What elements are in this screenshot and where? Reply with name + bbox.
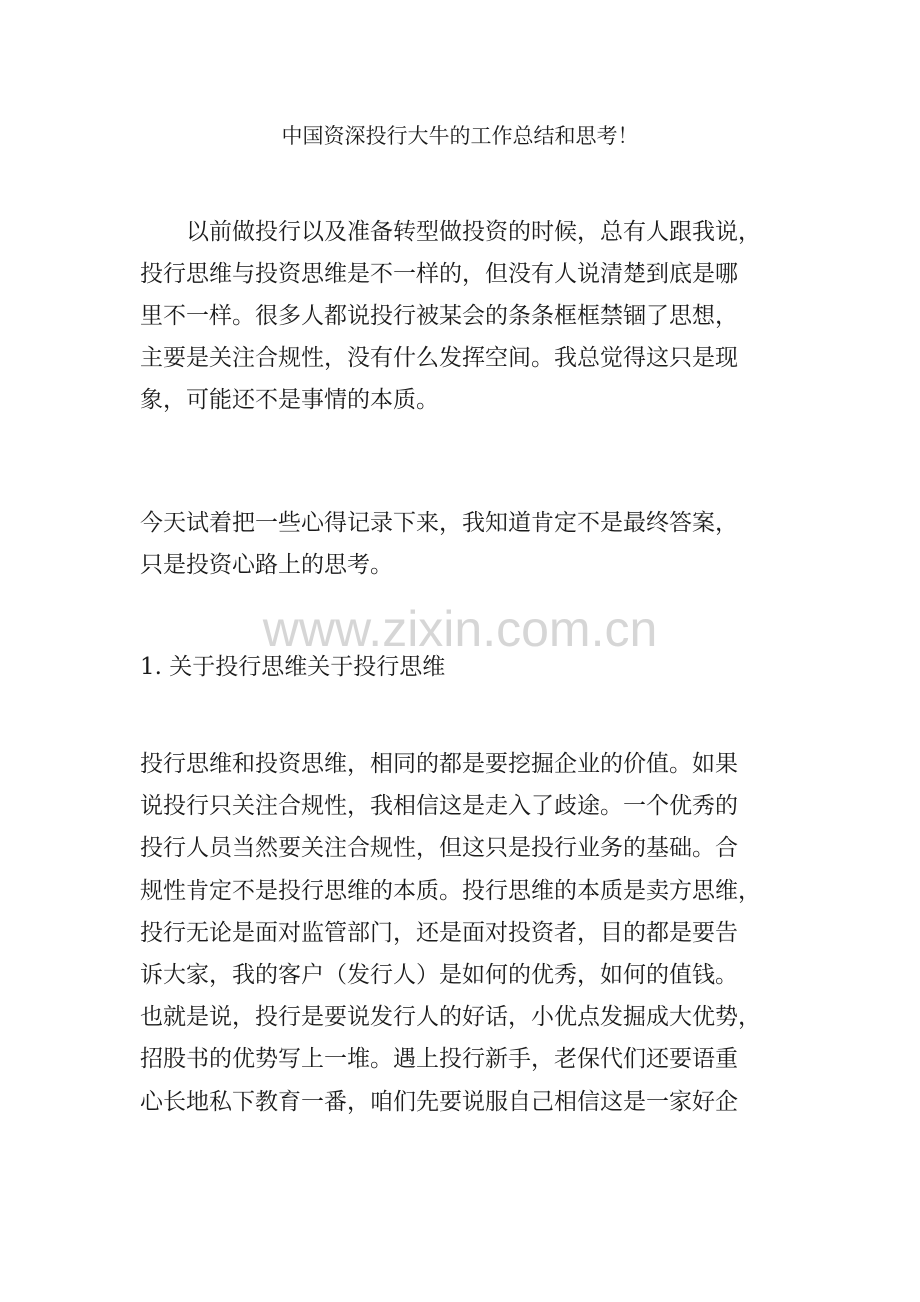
paragraph-line: 主要是关注合规性，没有什么发挥空间。我总觉得这只是现 bbox=[140, 345, 738, 371]
paragraph-line: 只是投资心路上的思考。 bbox=[140, 552, 393, 578]
paragraph-line: 里不一样。很多人都说投行被某会的条条框框禁锢了思想， bbox=[140, 303, 738, 329]
paragraph-line: 也就是说，投行是要说发行人的好话，小优点发掘成大优势， bbox=[140, 1004, 761, 1031]
paragraph-line: 投行人员当然要关注合规性，但这只是投行业务的基础。合 bbox=[140, 835, 738, 862]
paragraph-line: 诉大家，我的客户（发行人）是如何的优秀，如何的值钱。 bbox=[140, 961, 738, 988]
paragraph-line: 投行无论是面对监管部门，还是面对投资者，目的都是要告 bbox=[140, 919, 738, 946]
paragraph-line: 以前做投行以及准备转型做投资的时候，总有人跟我说， bbox=[186, 219, 761, 245]
paragraph-line: 投行思维与投资思维是不一样的，但没有人说清楚到底是哪 bbox=[140, 261, 738, 287]
watermark: www.zixin.com.cn bbox=[262, 601, 658, 657]
paragraph-line: 说投行只关注合规性，我相信这是走入了歧途。一个优秀的 bbox=[140, 793, 738, 820]
paragraph-line: 象，可能还不是事情的本质。 bbox=[140, 387, 439, 413]
paragraph-line: 投行思维和投资思维，相同的都是要挖掘企业的价值。如果 bbox=[140, 751, 738, 777]
paragraph-intro bbox=[140, 211, 761, 421]
paragraph-line: 心长地私下教育一番，咱们先要说服自己相信这是一家好企 bbox=[140, 1088, 738, 1115]
section-heading-text: 1. 关于投行思维关于投行思维 bbox=[140, 654, 446, 680]
paragraph-line: 今天试着把一些心得记录下来，我知道肯定不是最终答案， bbox=[140, 510, 738, 536]
paragraph-today bbox=[140, 502, 738, 586]
paragraph-line: 规性肯定不是投行思维的本质。投行思维的本质是卖方思维， bbox=[140, 877, 761, 904]
section-heading bbox=[140, 646, 445, 688]
paragraph-ib-thinking bbox=[140, 743, 761, 1123]
document-title: 中国资深投行大牛的工作总结和思考！ bbox=[281, 124, 639, 148]
paragraph-line: 招股书的优势写上一堆。遇上投行新手，老保代们还要语重 bbox=[140, 1046, 738, 1073]
